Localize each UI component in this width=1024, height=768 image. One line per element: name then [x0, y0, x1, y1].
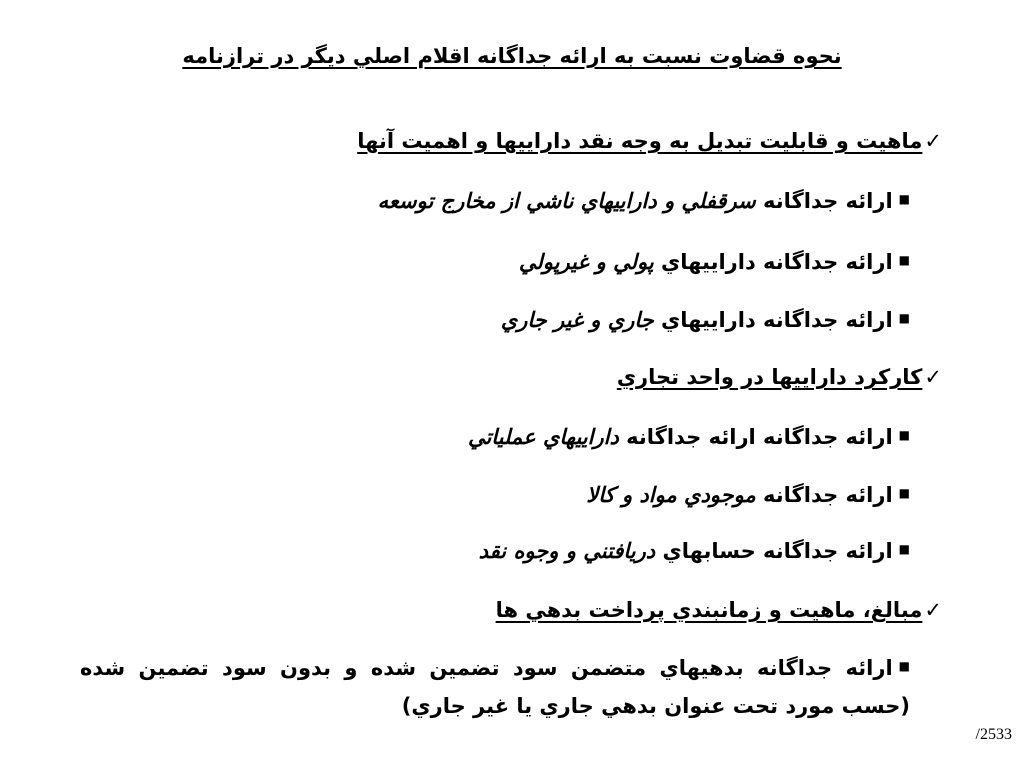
square-bullet-icon: ■ [898, 192, 910, 206]
square-bullet-icon: ■ [898, 311, 910, 325]
list-item: ■ارائه جداگانه حسابهاي دريافتني و وجوه نقد [479, 536, 910, 567]
square-bullet-icon: ■ [898, 542, 910, 556]
square-bullet-icon: ■ [898, 658, 910, 673]
list-item: ■ارائه جداگانه بدهيهاي متضمن سود تضمين شده و بدون سود تضمين شده (حسب مورد تحت عنوان بدهي جاري يا غير جاري) [80, 650, 910, 725]
square-bullet-icon: ■ [898, 253, 910, 267]
list-item: ■ارائه جداگانه موجودي مواد و کالا [586, 480, 910, 511]
list-item: ■ارائه جداگانه داراييهاي جاري و غير جاري [501, 305, 910, 336]
checkmark-icon: ✓ [924, 365, 942, 389]
list-item: ■ارائه جداگانه ارائه جداگانه داراييهاي عملياتي [468, 422, 910, 453]
list-item: ■ارائه جداگانه سرقفلي و داراييهاي ناشي از مخارج توسعه [378, 186, 910, 217]
square-bullet-icon: ■ [898, 428, 910, 442]
slide-title: نحوه قضاوت نسبت به ارائه جداگانه اقلام اصلي ديگر در ترازنامه [182, 44, 842, 68]
checkmark-icon: ✓ [924, 598, 942, 622]
section-heading-1: ✓ماهيت و قابليت تبديل به وجه نقد داراييها و اهميت آنها [357, 126, 942, 156]
checkmark-icon: ✓ [924, 129, 942, 153]
page-number: /2533 [975, 726, 1012, 743]
section-heading-2: ✓کارکرد داراييها در واحد تجاري [617, 362, 942, 392]
square-bullet-icon: ■ [898, 486, 910, 500]
list-item: ■ارائه جداگانه داراييهاي پولي و غيرپولي [519, 247, 910, 278]
section-heading-3: ✓مبالغ، ماهيت و زمانبندي پرداخت بدهي ها [496, 595, 942, 625]
